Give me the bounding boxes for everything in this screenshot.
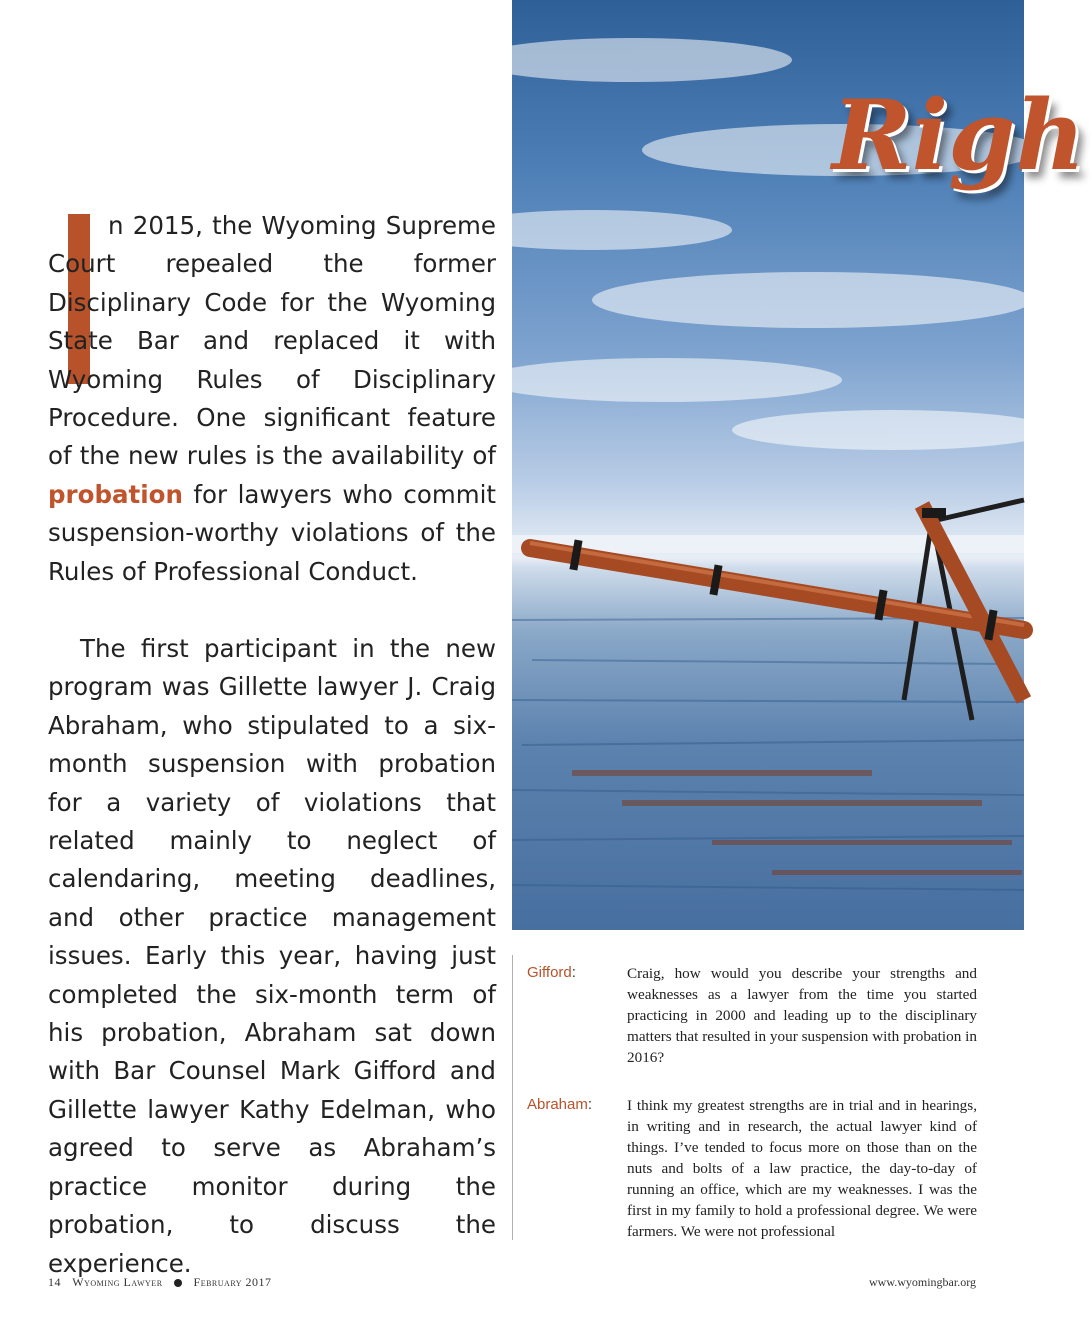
speaker-colon: : <box>587 1096 593 1113</box>
bullet-icon <box>174 1279 182 1287</box>
website-url: www.wyomingbar.org <box>869 1275 976 1289</box>
article-title: Righ <box>832 79 1086 192</box>
speaker-label-abraham <box>527 1096 592 1113</box>
speaker-name: Gifford <box>527 964 572 981</box>
speaker-label-gifford <box>527 964 576 981</box>
page-number: 14 <box>48 1275 61 1289</box>
header-photo <box>512 0 1086 930</box>
column-divider <box>512 955 513 1240</box>
publication-name: Wyoming Lawyer <box>72 1275 163 1289</box>
speaker-name: Abraham <box>527 1096 588 1113</box>
abraham-answer: I think my greatest strengths are in trial and in hearings, in writing and in research, the actual lawyer kind of things. I’ve tended to focus more on those than on the nuts and bolts of a law practice, the day-to-day of running an office, which are my weaknesses. I was the first in my family to hold a professional degree. We were farmers. We were not professional <box>627 1097 977 1240</box>
gifford-question: Craig, how would you describe your strengths and weaknesses as a lawyer from the time you started practicing in 2000 and leading up to the disciplinary matters that resulted in your suspension with probation in 2016? <box>627 965 977 1066</box>
water-ripples <box>512 618 1024 890</box>
article-paragraph-1 <box>48 207 496 591</box>
pole-reflection <box>572 770 1022 875</box>
article-paragraph-2: The first participant in the new program was Gillette lawyer J. Craig Abraham, who stipulated to a six-month suspension with probation for a variety of violations that related mainly to neglect of calendaring, meeting deadlines, and other practice management issues. Early this year, having just completed the six-month term of his probation, Abraham sat down with Bar Counsel Mark Gifford and Gillette lawyer Kathy Edelman, who agreed to serve as Abraham’s practice monitor during the probation, to discuss the experience. <box>48 634 496 1278</box>
para1-lead: n 2015, the Wyoming Supreme Court repealed the former Disciplinary Code for the Wyoming State Bar and replaced it with Wyoming Rules of Disciplinary Procedure. One significant feature of the new rules is the availability of <box>48 211 496 471</box>
probation-highlight: probation <box>48 479 183 509</box>
issue-date: February 2017 <box>193 1275 272 1289</box>
speaker-colon: : <box>571 964 576 981</box>
para1-tail: for lawyers who commit suspension-worthy violations of the Rules of Professional Conduct. <box>48 479 496 586</box>
footer-left <box>48 1275 280 1290</box>
